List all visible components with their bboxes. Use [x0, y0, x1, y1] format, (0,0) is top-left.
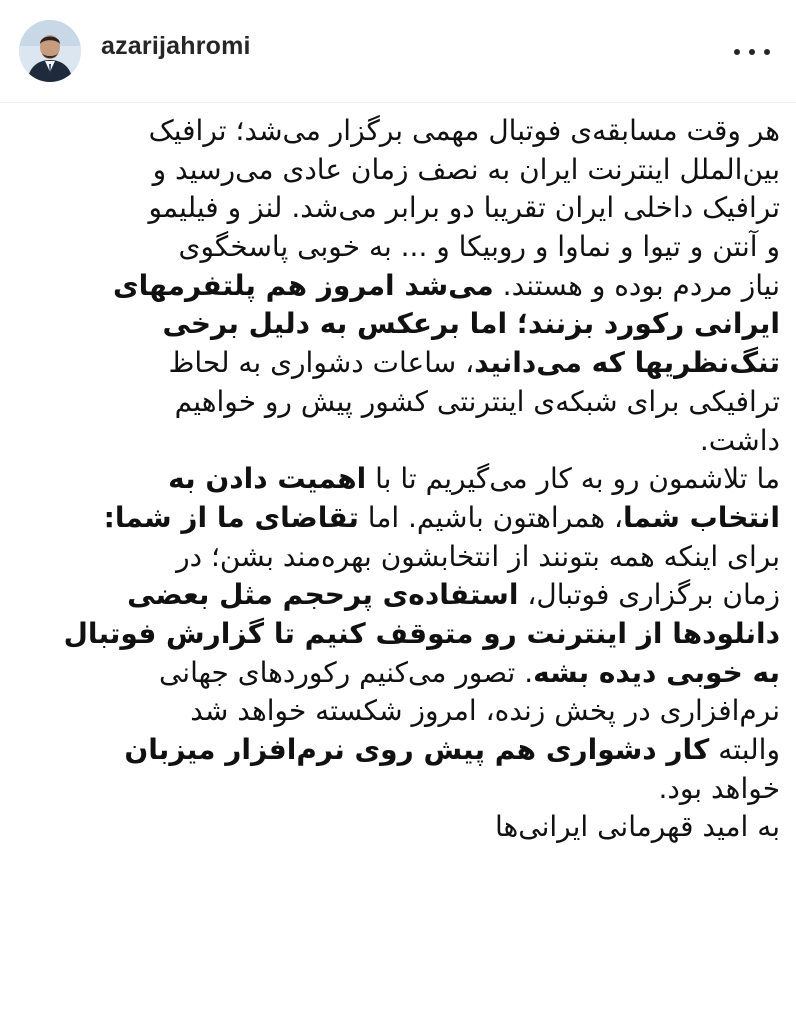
- caption-line: [88, 460, 780, 499]
- caption-text: ما تلاشمون رو به کار می‌گیریم تا با: [366, 462, 780, 496]
- caption-text: والبته: [709, 733, 780, 766]
- caption-text: . تصور می‌کنیم رکوردهای جهانی: [158, 655, 534, 689]
- caption-text: ، همراهتون باشیم. اما: [358, 500, 624, 534]
- caption-line: [88, 189, 780, 228]
- caption-text: نرم‌افزاری در پخش زنده، امروز شکسته خواهد شد: [190, 694, 780, 728]
- caption-line: [88, 151, 780, 190]
- caption-text: برای اینکه همه بتونند از انتخابشون بهره‌مند بشن؛ در: [176, 539, 780, 573]
- caption-line: [88, 770, 780, 809]
- caption-bold-text: دانلودها از اینترنت رو متوقف کنیم تا گزارش فوتبال: [63, 616, 780, 650]
- caption-bold-text: تقاضای ما از شما:: [103, 500, 359, 534]
- post-caption: [63, 112, 780, 847]
- more-horizontal-icon: [764, 49, 770, 55]
- caption-text: زمان برگزاری فوتبال،: [518, 578, 780, 612]
- caption-bold-text: تنگ‌نظریها که می‌دانید: [474, 346, 780, 380]
- caption-line: [88, 654, 780, 693]
- caption-text: ترافیکی برای شبکه‌ی اینترنتی کشور پیش رو خواهیم: [174, 384, 780, 418]
- caption-text: ، ساعات دشواری به لحاظ: [168, 346, 475, 380]
- caption-line: [88, 383, 780, 422]
- caption-line: [88, 499, 780, 538]
- caption-bold-text: استفاده‌ی پرحجم مثل بعضی: [127, 578, 519, 612]
- caption-line: [88, 112, 780, 151]
- caption-bold-text: کار دشواری هم پیش روی نرم‌افزار میزبان: [124, 733, 710, 766]
- caption-line: [88, 305, 780, 344]
- caption-text: نیاز مردم بوده و هستند.: [493, 268, 780, 302]
- caption-text: خواهد بود.: [658, 771, 780, 805]
- more-horizontal-icon: [734, 49, 740, 55]
- caption-line: [88, 576, 780, 615]
- caption-line: [88, 731, 780, 770]
- caption-text: بین‌الملل اینترنت ایران به نصف زمان عادی می‌رسید و: [152, 152, 780, 186]
- caption-bold-text: انتخاب شما: [623, 500, 780, 534]
- post-header: [0, 0, 796, 103]
- caption-line: [88, 538, 780, 577]
- caption-text: به امید قهرمانی ایرانی‌ها: [494, 810, 780, 844]
- caption-bold-text: به خوبی دیده بشه: [533, 655, 780, 689]
- caption-text: و آنتن و تیوا و نماوا و روبیکا و ... به خوبی پاسخگوی: [178, 230, 780, 264]
- caption-bold-text: اهمیت دادن به: [168, 462, 367, 496]
- caption-text: ترافیک داخلی ایران تقریبا دو برابر می‌شد. لنز و فیلیمو: [148, 191, 780, 225]
- profile-avatar-icon: [19, 20, 81, 82]
- caption-line: [88, 228, 780, 267]
- caption-bold-text: می‌شد امروز هم پلتفرمهای: [112, 268, 494, 302]
- caption-text: هر وقت مسابقه‌ی فوتبال مهمی برگزار می‌شد؛ ترافیک: [148, 114, 780, 147]
- caption-line: [88, 692, 780, 731]
- caption-line: [88, 808, 780, 847]
- more-horizontal-icon: [749, 49, 755, 55]
- profile-avatar[interactable]: [19, 20, 81, 82]
- caption-bold-text: ایرانی رکورد بزنند؛ اما برعکس به دلیل برخی: [162, 307, 780, 341]
- caption-line: [88, 422, 780, 461]
- caption-line: [88, 267, 780, 306]
- caption-line: [63, 615, 780, 654]
- caption-text: داشت.: [699, 423, 780, 457]
- caption-line: [88, 344, 780, 383]
- more-options-button[interactable]: [734, 46, 770, 58]
- username[interactable]: azarijahromi: [101, 32, 251, 60]
